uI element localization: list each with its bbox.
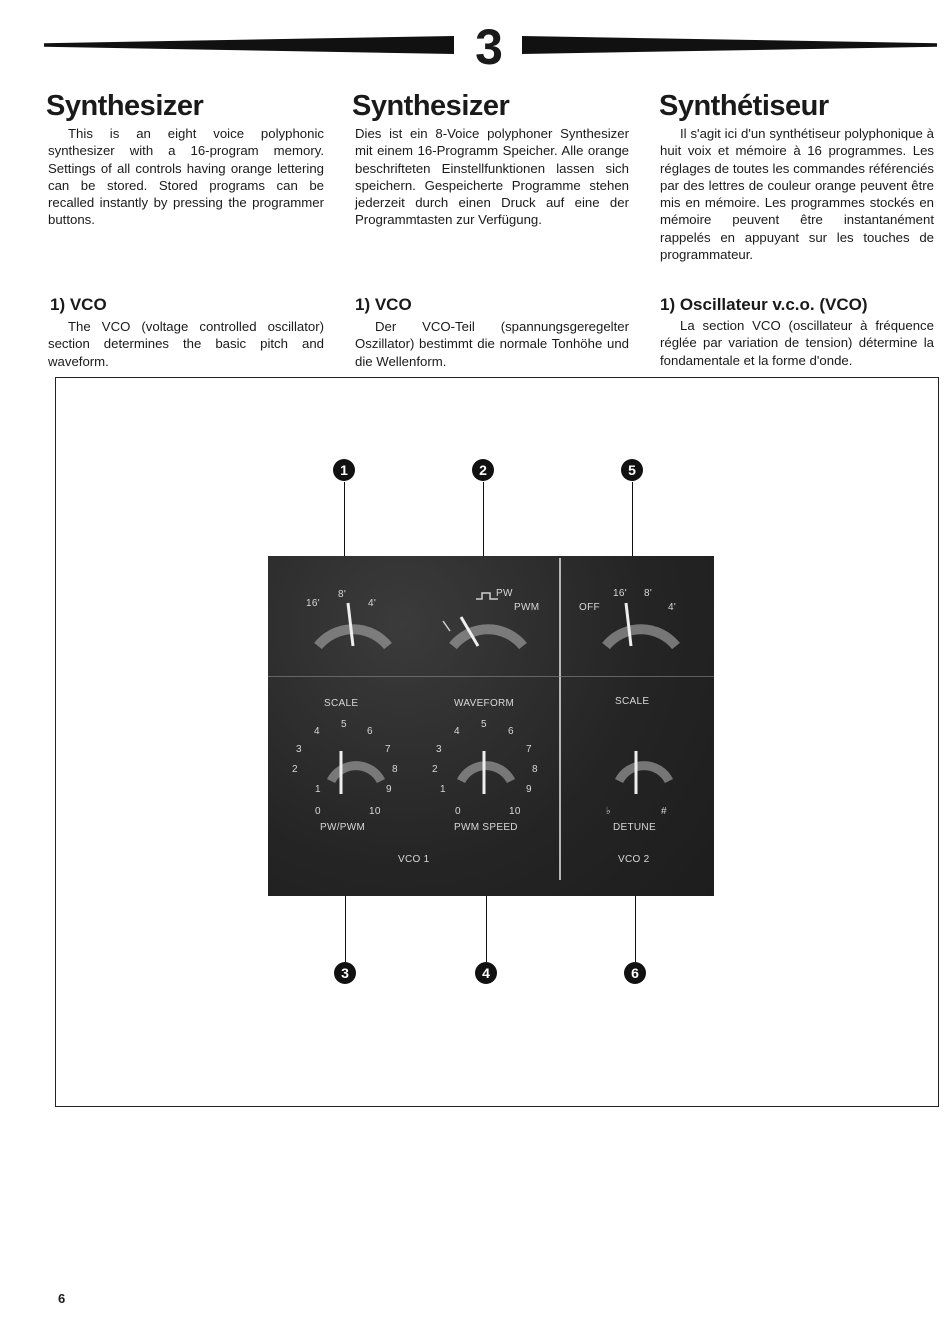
pw-mark-1: 1: [315, 784, 321, 795]
title-english: Synthesizer: [46, 90, 204, 122]
detune-mark-flat: ♭: [606, 806, 612, 817]
leader-line-1: [344, 482, 345, 556]
pwm-speed-label: PWM SPEED: [454, 822, 518, 833]
pw-mark-0: 0: [315, 806, 321, 817]
vco1-section-label: VCO 1: [398, 854, 430, 865]
leader-line-5: [632, 482, 633, 556]
waveform-label: WAVEFORM: [454, 698, 515, 709]
header-rule-right: [522, 36, 937, 54]
callout-6: 6: [624, 962, 646, 984]
callout-2: 2: [472, 459, 494, 481]
speed-mark-3: 3: [436, 744, 442, 755]
speed-mark-7: 7: [526, 744, 532, 755]
speed-mark-2: 2: [432, 764, 438, 775]
scale-label-vco2: SCALE: [615, 696, 650, 707]
speed-mark-0: 0: [455, 806, 461, 817]
scale-mark-16: 16': [306, 598, 320, 609]
intro-french: Il s'agit ici d'un synthétiseur polyphonique à huit voix et mémoire à 16 programmes. Les réglages de toutes les commandes référenciés par des lettres de couleur orange peuvent être mis en mémoire. Les programmes stockés en mémoire peuvent être instantanément rappelés en appuyant sur les touches de programmateur.: [660, 126, 934, 263]
vco-panel-photo: [268, 556, 714, 896]
intro-english: This is an eight voice polyphonic synthesizer with a 16-program memory. Settings of all controls having orange lettering can be stored. Stored programs can be recalled instantly by pressing the programmer buttons.: [48, 126, 324, 228]
section-title-french: 1) Oscillateur v.c.o. (VCO): [660, 295, 868, 314]
pw-mark-6: 6: [367, 726, 373, 737]
scale-mark-8: 8': [338, 589, 347, 600]
leader-line-4: [486, 896, 487, 962]
leader-line-3: [345, 896, 346, 962]
speed-mark-8: 8: [532, 764, 538, 775]
detune-mark-sharp: #: [661, 806, 667, 817]
panel-divider-vertical: [559, 558, 561, 880]
callout-5: 5: [621, 459, 643, 481]
pw-mark-4: 4: [314, 726, 320, 737]
callout-4: 4: [475, 962, 497, 984]
detune-knob: [584, 726, 704, 826]
title-german: Synthesizer: [352, 90, 510, 122]
chapter-number: 3: [475, 19, 503, 75]
speed-mark-5: 5: [481, 719, 487, 730]
speed-mark-10: 10: [509, 806, 521, 817]
pwm-speed-knob: [426, 726, 546, 826]
waveform-mark-pw: PW: [496, 588, 513, 599]
title-french: Synthétiseur: [659, 90, 829, 122]
pw-mark-10: 10: [369, 806, 381, 817]
pw-mark-3: 3: [296, 744, 302, 755]
pw-pwm-knob: [296, 726, 416, 826]
panel-divider-horizontal: [268, 676, 714, 677]
section-title-german: 1) VCO: [355, 295, 412, 314]
scale2-mark-4: 4': [668, 602, 677, 613]
vco2-section-label: VCO 2: [618, 854, 650, 865]
waveform-knob: [428, 581, 538, 656]
leader-line-6: [635, 896, 636, 962]
scale-mark-4: 4': [368, 598, 377, 609]
scale-knob-vco1: [298, 581, 408, 656]
page-number: 6: [58, 1291, 66, 1306]
speed-mark-9: 9: [526, 784, 532, 795]
scale-label-vco1: SCALE: [324, 698, 359, 709]
leader-line-2: [483, 482, 484, 556]
intro-german: Dies ist ein 8-Voice polyphoner Synthesizer mit einem 16-Programm Speicher. Alle orange beschrifteten Einstellfunktionen lassen sich speichern. Gespeicherte Programme stehen jederzeit durch einen Druck auf eine der Programmtasten zur Verfügung.: [355, 126, 629, 228]
section-text-french: La section VCO (oscillateur à fréquence réglée par variation de tension) détermine la fondamentale et la forme d'onde.: [660, 318, 934, 368]
callout-1: 1: [333, 459, 355, 481]
callout-3: 3: [334, 962, 356, 984]
speed-mark-4: 4: [454, 726, 460, 737]
speed-mark-1: 1: [440, 784, 446, 795]
section-text-english: The VCO (voltage controlled oscillator) section determines the basic pitch and waveform.: [48, 319, 324, 369]
scale-knob-vco2: [586, 581, 696, 656]
scale2-mark-16: 16': [613, 588, 627, 599]
pw-mark-2: 2: [292, 764, 298, 775]
scale2-mark-off: OFF: [579, 602, 600, 613]
section-text-german: Der VCO-Teil (spannungsgeregelter Oszillator) bestimmt die normale Tonhöhe und die Wellenform.: [355, 319, 629, 369]
pw-mark-5: 5: [341, 719, 347, 730]
scale2-mark-8: 8': [644, 588, 653, 599]
waveform-mark-pwm: PWM: [514, 602, 540, 613]
pw-pwm-label: PW/PWM: [320, 822, 366, 833]
pw-mark-8: 8: [392, 764, 398, 775]
header-rule-left: [44, 36, 454, 54]
detune-label: DETUNE: [613, 822, 656, 833]
section-title-english: 1) VCO: [50, 295, 107, 314]
pw-mark-7: 7: [385, 744, 391, 755]
speed-mark-6: 6: [508, 726, 514, 737]
pw-mark-9: 9: [386, 784, 392, 795]
